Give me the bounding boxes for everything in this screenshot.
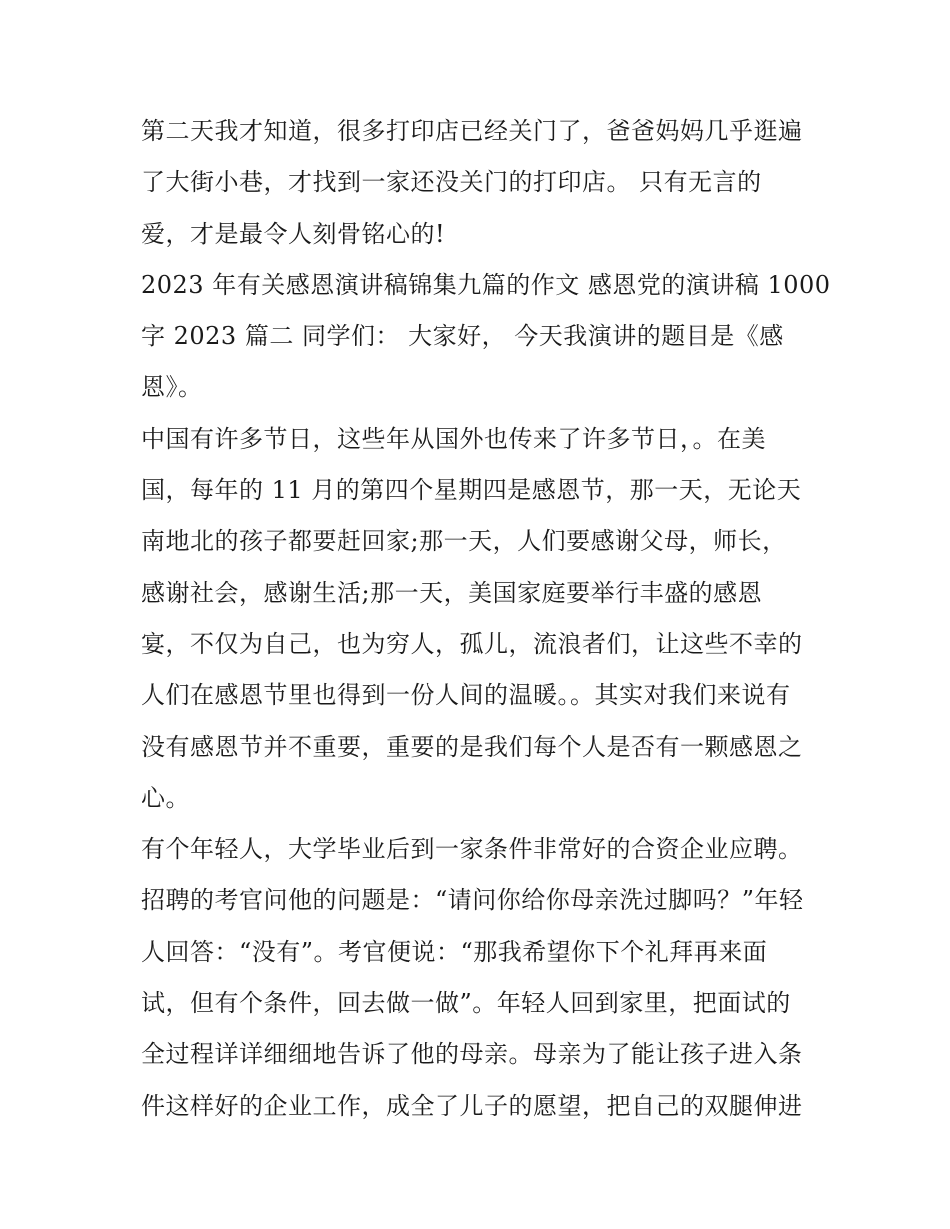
text-line: 2023 年有关感恩演讲稿锦集九篇的作文 感恩党的演讲稿 1000 [141, 270, 831, 299]
text-line: 感谢社会，感谢生活;那一天，美国家庭要举行丰盛的感恩 [141, 578, 763, 607]
text-line: 爱，才是最令人刻骨铭心的! [141, 219, 446, 248]
text-line: 人们在感恩节里也得到一份人间的温暖。。其实对我们来说有 [141, 681, 791, 710]
text-line: 心。 [141, 783, 190, 812]
text-line: 招聘的考官问他的问题是：“请问你给你母亲洗过脚吗？”年轻 [141, 886, 804, 915]
text-line: 件这样好的企业工作，成全了儿子的愿望，把自己的双腿伸进 [141, 1091, 803, 1120]
text-line: 了大街小巷，才找到一家还没关门的打印店。 只有无言的 [141, 168, 762, 197]
text-line: 宴，不仅为自己，也为穷人，孤儿，流浪者们，让这些不幸的 [141, 629, 803, 658]
text-line: 全过程详详细细地告诉了他的母亲。母亲为了能让孩子进入条 [141, 1040, 803, 1069]
text-line: 第二天我才知道，很多打印店已经关门了，爸爸妈妈几乎逛遍 [141, 117, 803, 145]
body-text [141, 106, 831, 1132]
text-line: 试，但有个条件，回去做一做”。年轻人回到家里，把面试的 [141, 989, 791, 1018]
text-line: 没有感恩节并不重要，重要的是我们每个人是否有一颗感恩之 [141, 732, 803, 761]
text-line: 恩》。 [141, 373, 203, 402]
text-line: 人回答：“没有”。考官便说：“那我希望你下个礼拜再来面 [141, 937, 768, 966]
text-line: 中国有许多节日，这些年从国外也传来了许多节日，。在美 [141, 424, 766, 453]
text-line: 国，每年的 11 月的第四个星期四是感恩节，那一天，无论天 [141, 476, 802, 505]
text-line: 字 2023 篇二 同学们： 大家好， 今天我演讲的题目是《感 [141, 322, 784, 351]
text-line: 有个年轻人，大学毕业后到一家条件非常好的合资企业应聘。 [141, 835, 803, 864]
text-line: 南地北的孩子都要赶回家;那一天，人们要感谢父母，师长， [141, 527, 787, 556]
